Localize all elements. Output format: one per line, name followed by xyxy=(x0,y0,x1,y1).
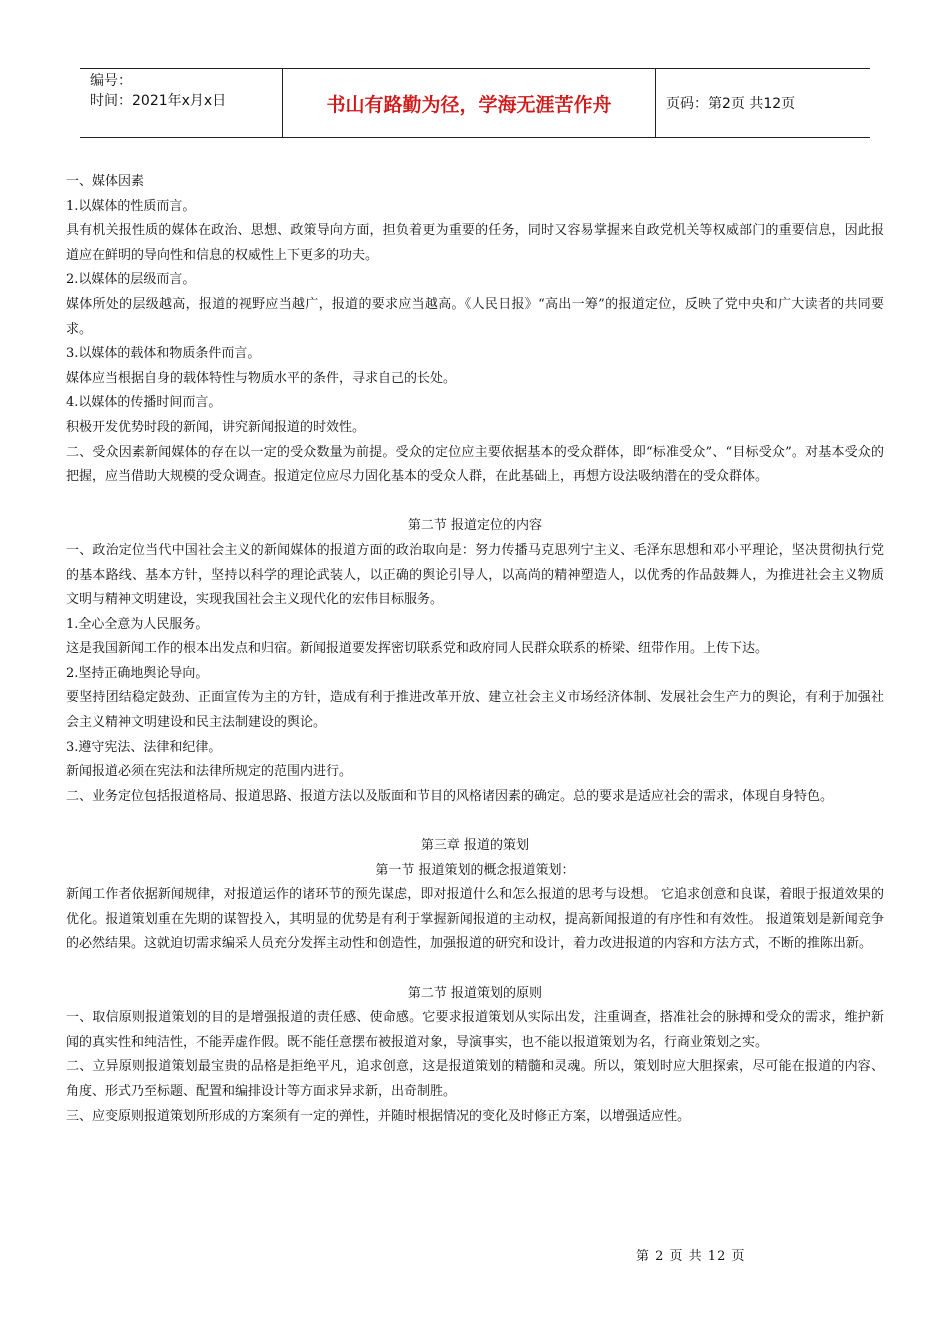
list-item-heading: 3.以媒体的载体和物质条件而言。 xyxy=(66,346,261,362)
paragraph: 媒体所处的层级越高，报道的视野应当越广，报道的要求应当越高。《人民日报》“高出一筹”的报道定位，反映了党中央和广大读者的共同要求。 xyxy=(66,296,884,337)
paragraph: 这是我国新闻工作的根本出发点和归宿。新闻报道要发挥密切联系党和政府同人民群众联系的桥梁、纽带作用。上传下达。 xyxy=(66,641,769,657)
list-item-heading: 1.以媒体的性质而言。 xyxy=(66,198,196,214)
section-heading: 一、媒体因素 xyxy=(66,174,145,189)
paragraph: 二、立异原则报道策划最宝贵的品格是拒绝平凡，追求创意，这是报道策划的精髓和灵魂。所以，策划时应大胆探索，尽可能在报道的内容、角度、形式乃至标题、配置和编排设计等方面求异求新，出奇制胜。 xyxy=(66,1059,884,1099)
chapter-title: 第三章 报道的策划 xyxy=(420,838,530,854)
header-time-label: 时间：2021年x月x日 xyxy=(90,93,227,109)
paragraph: 二、业务定位包括报道格局、报道思路、报道方法以及版面和节目的风格诸因素的确定。总的要求是适应社会的需求，体现自身特色。 xyxy=(66,788,834,804)
paragraph: 三、应变原则报道策划所形成的方案须有一定的弹性，并随时根据情况的变化及时修正方案，以增强适应性。 xyxy=(66,1108,691,1124)
section-title: 第一节 报道策划的概念报道策划： xyxy=(375,862,575,878)
list-item-heading: 4.以媒体的传播时间而言。 xyxy=(66,395,222,411)
paragraph: 二、受众因素新闻媒体的存在以一定的受众数量为前提。受众的定位应主要依据基本的受众群体，即“标准受众”、“目标受众”。对基本受众的把握，应当借助大规模的受众调查。报道定位应尽力固化基本的受众人群，在此基础上，再想方设法吸纳潜在的受众群体。 xyxy=(66,444,884,485)
section-title: 第二节 报道定位的内容 xyxy=(407,518,543,534)
page-header xyxy=(80,68,870,138)
header-page-info: 页码：第2页 共12页 xyxy=(666,96,796,112)
header-motto: 书山有路勤为径，学海无涯苦作舟 xyxy=(282,69,656,137)
list-item-heading: 3.遵守宪法、法律和纪律。 xyxy=(66,739,222,755)
header-meta xyxy=(80,69,282,137)
list-item-heading: 1.全心全意为人民服务。 xyxy=(66,616,209,632)
paragraph: 要坚持团结稳定鼓劲、正面宣传为主的方针，造成有利于推进改革开放、建立社会主义市场经济体制、发展社会生产力的舆论，有利于加强社会主义精神文明建设和民主法制建设的舆论。 xyxy=(66,690,884,731)
paragraph: 积极开发优势时段的新闻，讲究新闻报道的时效性。 xyxy=(66,419,366,435)
document-body xyxy=(66,170,884,1129)
paragraph: 新闻报道必须在宪法和法律所规定的范围内进行。 xyxy=(66,764,353,780)
spacer xyxy=(66,957,884,982)
list-item-heading: 2.以媒体的层级而言。 xyxy=(66,272,196,288)
page-footer: 第 2 页 共 12 页 xyxy=(636,1249,746,1264)
paragraph: 具有机关报性质的媒体在政治、思想、政策导向方面，担负着更为重要的任务，同时又容易掌握来自政党机关等权威部门的重要信息，因此报道应在鲜明的导向性和信息的权威性上下更多的功夫。 xyxy=(66,223,884,263)
paragraph: 新闻工作者依据新闻规律，对报道运作的诸环节的预先谋虑，即对报道什么和怎么报道的思考与设想。 它追求创意和良谋，着眼于报道效果的优化。报道策划重在先期的谋智投入，其明显的优势是有利于掌握新闻报道的主动权，提高新闻报道的有序性和有效性。 报道策划是新闻竞争的必然结果。这就迫切需求编采人员充分发挥主动性和创造性，加强报道的研究和设计，着力改进报道的内容和方法方式，不断的推陈出新。 xyxy=(66,887,884,952)
paragraph: 一、取信原则报道策划的目的是增强报道的责任感、使命感。它要求报道策划从实际出发，注重调查，搭准社会的脉搏和受众的需求，维护新闻的真实性和纯洁性，不能弄虚作假。既不能任意摆布被报道对象，导演事实，也不能以报道策划为名，行商业策划之实。 xyxy=(66,1010,884,1050)
paragraph: 一、政治定位当代中国社会主义的新闻媒体的报道方面的政治取向是：努力传播马克思列宁主义、毛泽东思想和邓小平理论，坚决贯彻执行党的基本路线、基本方针，坚持以科学的理论武装人，以正确的舆论引导人，以高尚的精神塑造人，以优秀的作品鼓舞人，为推进社会主义物质文明与精神文明建设，实现我国社会主义现代化的宏伟目标服务。 xyxy=(66,542,884,608)
header-number-label: 编号： xyxy=(90,73,132,89)
paragraph: 媒体应当根据自身的载体特性与物质水平的条件，寻求自己的长处。 xyxy=(66,370,457,386)
spacer xyxy=(66,490,884,515)
list-item-heading: 2.坚持正确地舆论导向。 xyxy=(66,665,209,681)
spacer xyxy=(66,809,884,834)
section-title: 第二节 报道策划的原则 xyxy=(407,985,543,1001)
